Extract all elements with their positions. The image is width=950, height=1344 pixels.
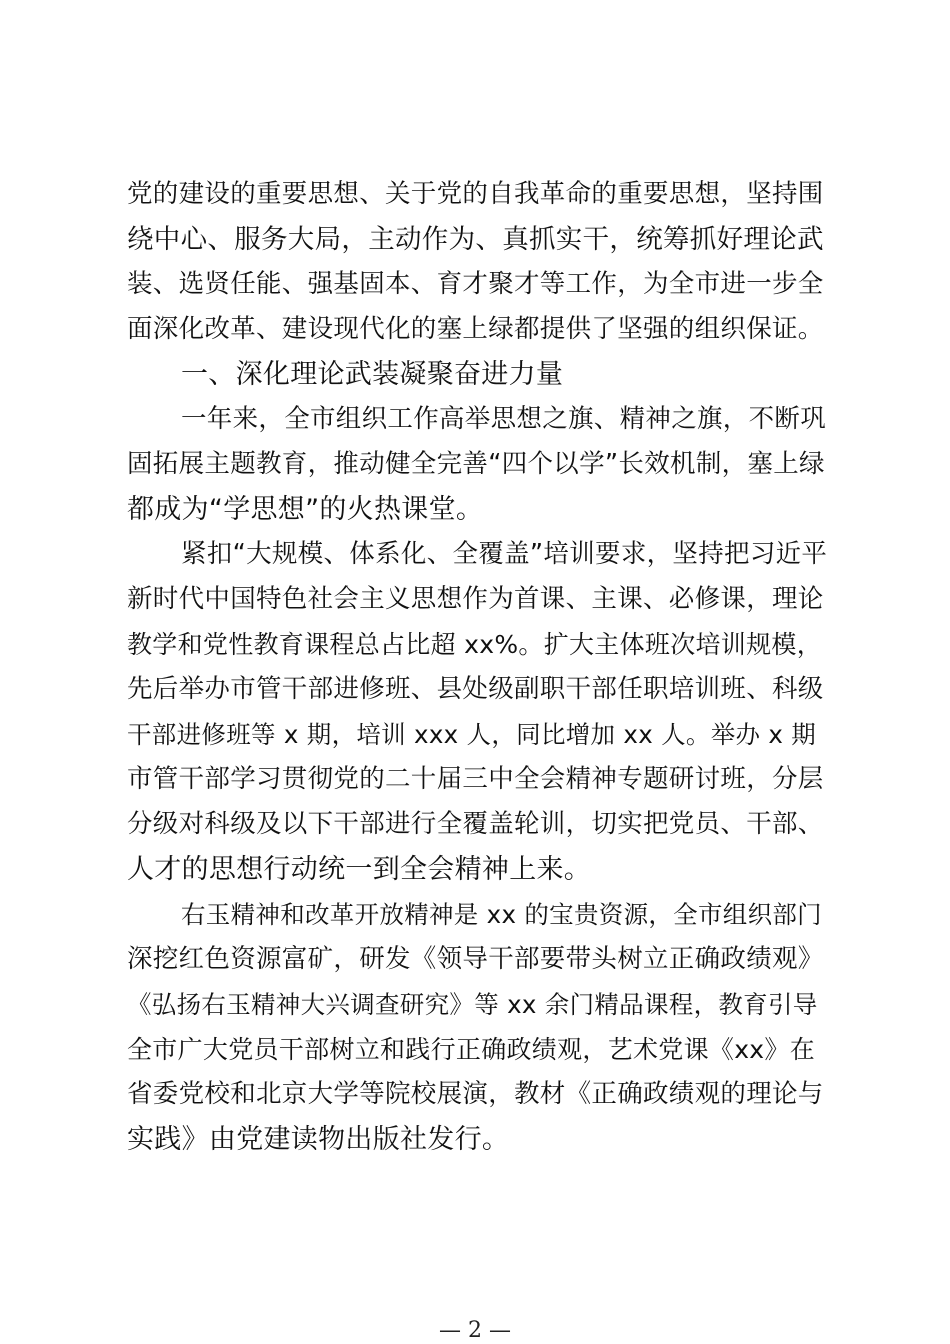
- text-line: 装、选贤任能、强基固本、育才聚才等工作，为全市进一步全: [127, 269, 824, 299]
- text-line: 新时代中国特色社会主义思想作为首课、主课、必修课，理论: [127, 584, 824, 614]
- page-number: — 2 —: [439, 1318, 511, 1343]
- text-line: 绕中心、服务大局，主动作为、真抓实干，统筹抓好理论武: [127, 224, 824, 255]
- section-heading: 一、深化理论武装凝聚奋进力量: [181, 359, 564, 390]
- text-line: 党的建设的重要思想、关于党的自我革命的重要思想，坚持围: [127, 179, 824, 209]
- text-line: 深挖红色资源富矿，研发《领导干部要带头树立正确政绩观》: [127, 944, 824, 974]
- text-line: 先后举办市管干部进修班、县处级副职干部任职培训班、科级: [127, 674, 824, 704]
- text-line: 都成为“学思想”的火热课堂。: [127, 494, 484, 525]
- text-line: 面深化改革、建设现代化的塞上绿都提供了坚强的组织保证。: [127, 314, 824, 344]
- text-line: 一年来，全市组织工作高举思想之旗、精神之旗，不断巩: [181, 404, 827, 434]
- text-line: 教学和党性教育课程总占比超 xx%。扩大主体班次培训规模，: [127, 630, 822, 659]
- text-line: 市管干部学习贯彻党的二十届三中全会精神专题研讨班，分层: [127, 764, 824, 794]
- text-line: 实践》由党建读物出版社发行。: [127, 1124, 510, 1155]
- text-line: 紧扣“大规模、体系化、全覆盖”培训要求，坚持把习近平: [181, 539, 828, 569]
- text-line: 人才的思想行动统一到全会精神上来。: [127, 854, 592, 885]
- text-line: 省委党校和北京大学等院校展演，教材《正确政绩观的理论与: [127, 1079, 824, 1109]
- text-line: 全市广大党员干部树立和践行正确政绩观，艺术党课《xx》在: [127, 1035, 815, 1064]
- text-line: 固拓展主题教育，推动健全完善“四个以学”长效机制，塞上绿: [127, 449, 825, 479]
- text-line: 干部进修班等 x 期，培训 xxx 人，同比增加 xx 人。举办 x 期: [127, 720, 817, 749]
- text-line: 右玉精神和改革开放精神是 xx 的宝贵资源，全市组织部门: [181, 900, 822, 929]
- text-line: 《弘扬右玉精神大兴调查研究》等 xx 余门精品课程，教育引导: [127, 990, 818, 1019]
- document-body: [127, 172, 827, 1162]
- text-line: 分级对科级及以下干部进行全覆盖轮训，切实把党员、干部、: [127, 809, 824, 839]
